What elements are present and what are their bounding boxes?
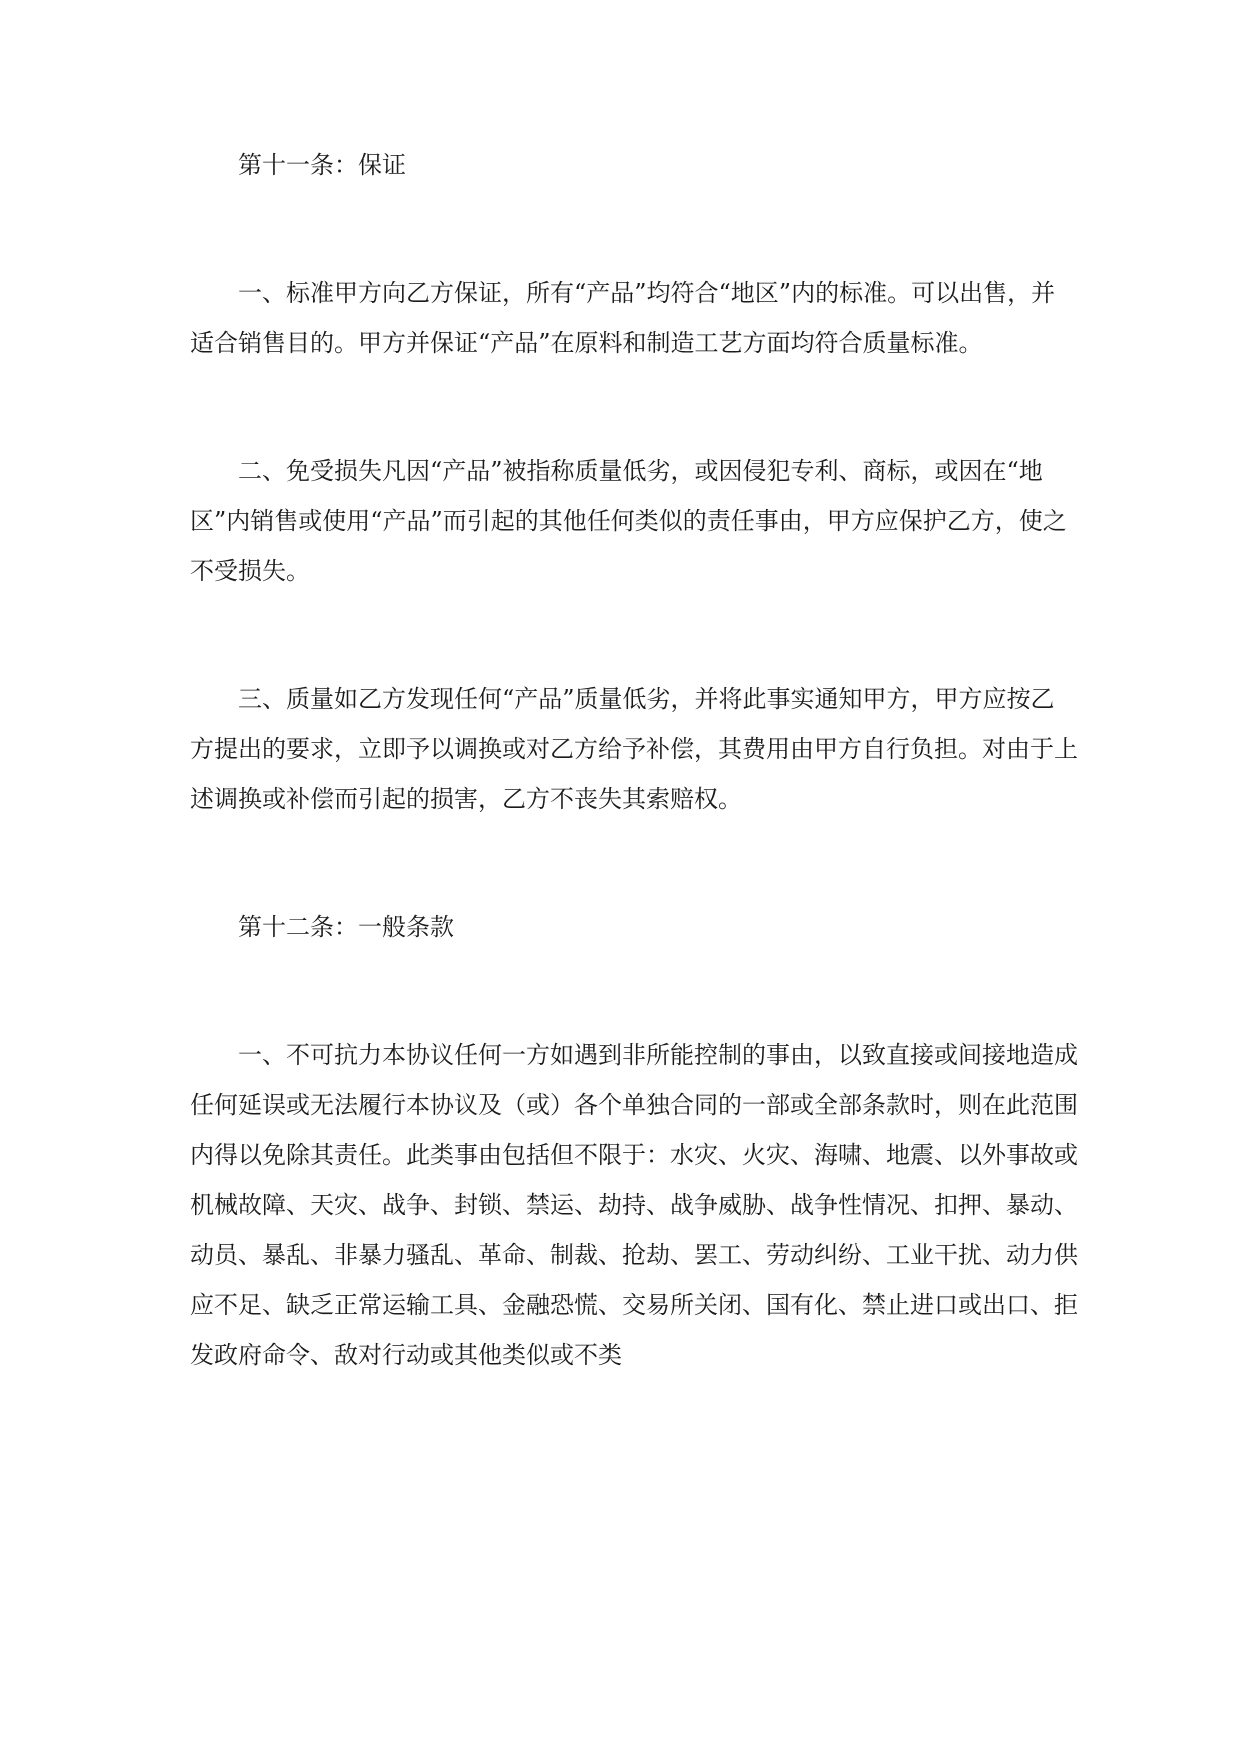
article-11-clause-2: 二、免受损失凡因“产品”被指称质量低劣，或因侵犯专利、商标，或因在“地区”内销售或使用“产品”而引起的其他任何类似的责任事由，甲方应保护乙方，使之不受损失。 bbox=[190, 457, 1067, 585]
spacer bbox=[190, 368, 1078, 446]
article-11-clause-1: 一、标准甲方向乙方保证，所有“产品”均符合“地区”内的标准。可以出售，并适合销售目的。甲方并保证“产品”在原料和制造工艺方面均符合质量标准。 bbox=[190, 279, 1056, 357]
article-11-clause-3: 三、质量如乙方发现任何“产品”质量低劣，并将此事实通知甲方，甲方应按乙方提出的要求，立即予以调换或对乙方给予补偿，其费用由甲方自行负担。对由于上述调换或补偿而引起的损害，乙方不丧失其索赔权。 bbox=[190, 685, 1078, 813]
spacer bbox=[190, 190, 1078, 268]
spacer bbox=[190, 952, 1078, 1030]
article-12-heading: 第十二条：一般条款 bbox=[238, 913, 454, 941]
document-body bbox=[190, 140, 1078, 1380]
article-12-clause-1: 一、不可抗力本协议任何一方如遇到非所能控制的事由，以致直接或间接地造成任何延误或无法履行本协议及（或）各个单独合同的一部或全部条款时，则在此范围内得以免除其责任。此类事由包括但不限于：水灾、火灾、海啸、地震、以外事故或机械故障、天灾、战争、封锁、禁运、劫持、战争威胁、战争性情况、扣押、暴动、动员、暴乱、非暴力骚乱、革命、制裁、抢劫、罢工、劳动纠纷、工业干扰、动力供应不足、缺乏正常运输工具、金融恐慌、交易所关闭、国有化、禁止进口或出口、拒发政府命令、敌对行动或其他类似或不类 bbox=[190, 1041, 1078, 1369]
spacer bbox=[190, 596, 1078, 674]
article-11-heading: 第十一条：保证 bbox=[238, 151, 406, 179]
spacer bbox=[190, 824, 1078, 902]
